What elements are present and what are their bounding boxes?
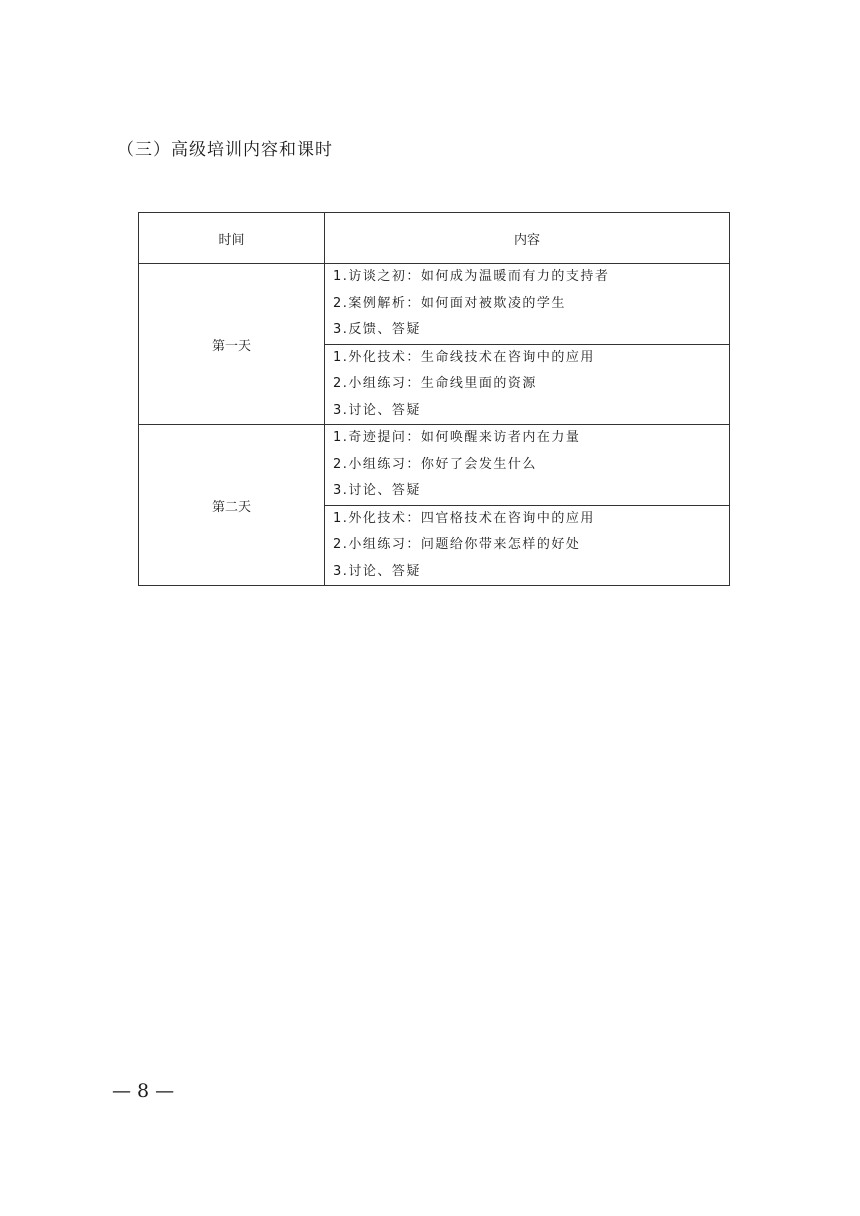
content-line: 3.讨论、答疑 — [333, 483, 421, 498]
table-header-row — [139, 213, 730, 264]
table-row — [139, 425, 730, 506]
content-line: 1.访谈之初：如何成为温暖而有力的支持者 — [333, 269, 610, 284]
content-line: 1.奇迹提问：如何唤醒来访者内在力量 — [333, 430, 581, 445]
table-row — [139, 264, 730, 345]
day-label: 第二天 — [139, 425, 325, 586]
content-block — [325, 344, 730, 425]
content-line: 3.讨论、答疑 — [333, 402, 421, 418]
content-line: 2.案例解析：如何面对被欺凌的学生 — [333, 295, 566, 311]
content-line: 2.小组练习：生命线里面的资源 — [333, 376, 537, 391]
training-schedule-table — [138, 212, 730, 586]
content-line: 3.反馈、答疑 — [333, 322, 421, 337]
content-line: 3.讨论、答疑 — [333, 563, 421, 579]
content-line: 2.小组练习：问题给你带来怎样的好处 — [333, 537, 581, 552]
page-number: — 8 — — [112, 1080, 175, 1102]
content-line: 1.外化技术：生命线技术在咨询中的应用 — [333, 349, 595, 365]
header-content: 内容 — [325, 213, 730, 264]
content-line: 2.小组练习：你好了会发生什么 — [333, 456, 537, 472]
content-line: 1.外化技术：四官格技术在咨询中的应用 — [333, 510, 595, 526]
day-label: 第一天 — [139, 264, 325, 425]
content-block — [325, 264, 730, 345]
section-heading: （三）高级培训内容和课时 — [117, 140, 333, 160]
content-block — [325, 505, 730, 586]
header-time: 时间 — [139, 213, 325, 264]
content-block — [325, 425, 730, 506]
